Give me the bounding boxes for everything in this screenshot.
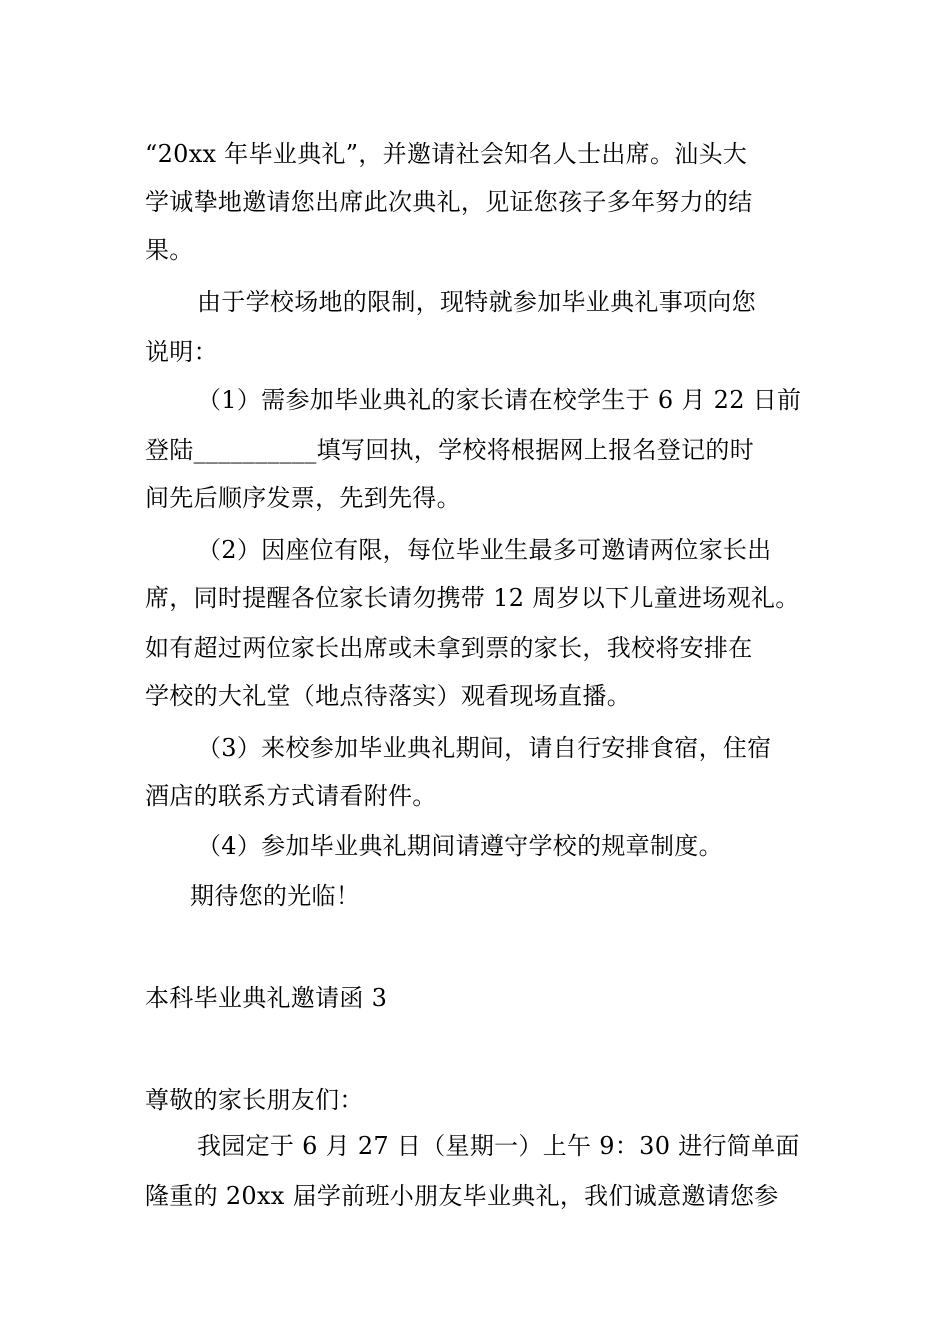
list-item-line: （3）来校参加毕业典礼期间，请自行安排食宿，住宿 [197, 734, 772, 762]
paragraph-line: 说明： [145, 338, 218, 366]
list-item-line: 席，同时提醒各位家长请勿携带 12 周岁以下儿童进场观礼。 [145, 584, 800, 612]
list-item-line: （4）参加毕业典礼期间请遵守学校的规章制度。 [197, 832, 723, 860]
section-title: 本科毕业典礼邀请函 3 [145, 984, 388, 1012]
list-item-line: 如有超过两位家长出席或未拿到票的家长，我校将安排在 [145, 634, 753, 662]
paragraph-line: 隆重的 20xx 届学前班小朋友毕业典礼，我们诚意邀请您参 [145, 1182, 779, 1210]
paragraph-line: 果。 [145, 236, 194, 264]
list-item-line: （2）因座位有限，每位毕业生最多可邀请两位家长出 [197, 536, 772, 564]
closing-line: 期待您的光临！ [190, 882, 361, 910]
paragraph-line: “20xx 年毕业典礼”，并邀请社会知名人士出席。汕头大 [145, 140, 748, 168]
list-item-line: 登陆__________填写回执，学校将根据网上报名登记的时 [145, 436, 754, 464]
salutation: 尊敬的家长朋友们： [145, 1086, 364, 1114]
list-item-line: （1）需参加毕业典礼的家长请在校学生于 6 月 22 日前 [197, 386, 802, 414]
paragraph-line: 学诚挚地邀请您出席此次典礼，见证您孩子多年努力的结 [145, 188, 753, 216]
list-item-line: 学校的大礼堂（地点待落实）观看现场直播。 [145, 682, 631, 710]
list-item-line: 间先后顺序发票，先到先得。 [145, 484, 461, 512]
paragraph-line: 我园定于 6 月 27 日（星期一）上午 9：30 进行简单面 [197, 1132, 800, 1160]
list-item-line: 酒店的联系方式请看附件。 [145, 782, 437, 810]
paragraph-line: 由于学校场地的限制，现特就参加毕业典礼事项向您 [197, 288, 756, 316]
